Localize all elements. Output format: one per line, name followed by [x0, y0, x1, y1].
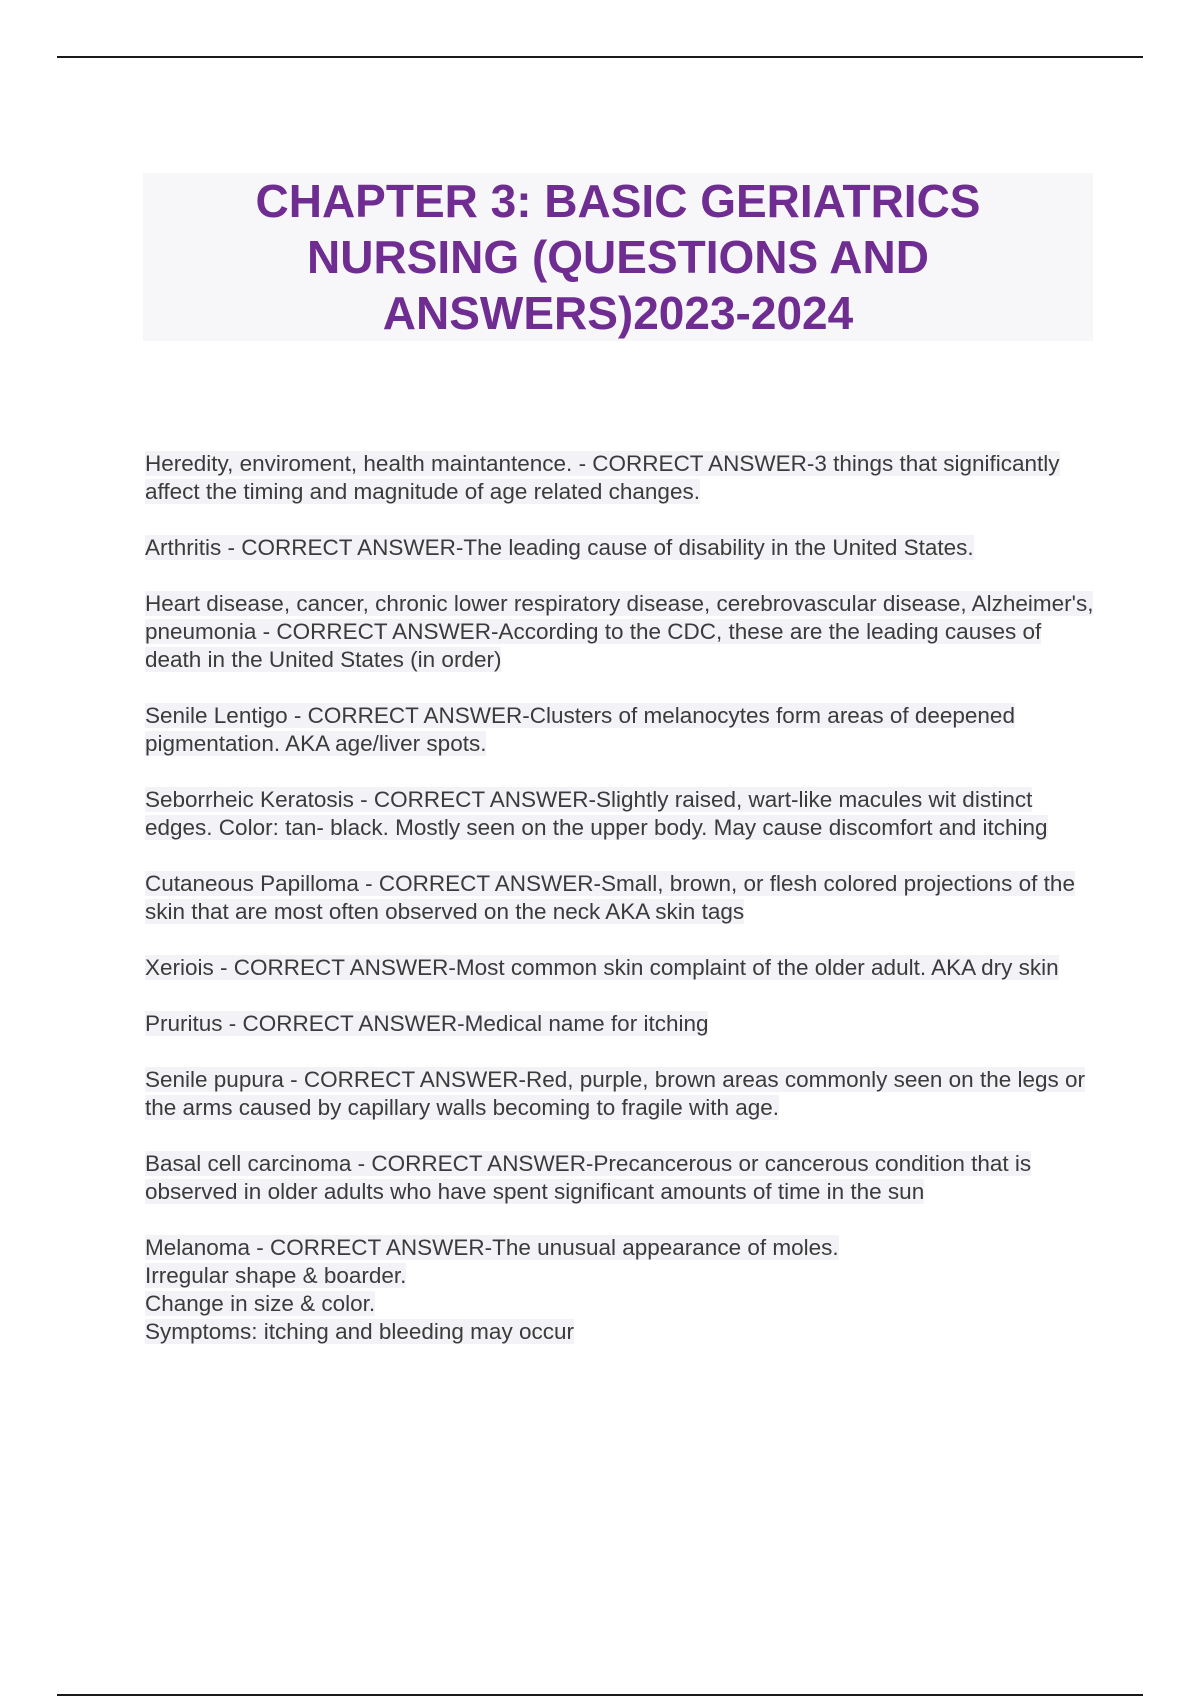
qa-item-text: Senile pupura - CORRECT ANSWER-Red, purple, brown areas commonly seen on the legs or the arms caused by capillary walls becoming to fragile with age.	[145, 1067, 1086, 1120]
qa-item	[145, 590, 1095, 674]
qa-list	[145, 450, 1095, 1374]
melanoma-line: Melanoma - CORRECT ANSWER-The unusual appearance of moles.	[145, 1235, 839, 1260]
title-banner	[143, 173, 1093, 341]
qa-item	[145, 1150, 1095, 1206]
qa-item	[145, 534, 1095, 562]
qa-item	[145, 1066, 1095, 1122]
qa-item-text: Heart disease, cancer, chronic lower respiratory disease, cerebrovascular disease, Alzheimer's, pneumonia - CORRECT ANSWER-According to the CDC, these are the leading causes of death in the United States (in order)	[145, 591, 1094, 672]
qa-item-text: Senile Lentigo - CORRECT ANSWER-Clusters of melanocytes form areas of deepened pigmentation. AKA age/liver spots.	[145, 703, 1015, 756]
melanoma-line: Symptoms: itching and bleeding may occur	[145, 1319, 574, 1344]
melanoma-line: Irregular shape & boarder.	[145, 1263, 407, 1288]
melanoma-line: Change in size & color.	[145, 1291, 376, 1316]
qa-item-text: Seborrheic Keratosis - CORRECT ANSWER-Slightly raised, wart-like macules wit distinct edges. Color: tan- black. Mostly seen on the upper body. May cause discomfort and itching	[145, 787, 1048, 840]
qa-item	[145, 954, 1095, 982]
qa-item-text: Xeriois - CORRECT ANSWER-Most common skin complaint of the older adult. AKA dry skin	[145, 955, 1059, 980]
qa-item	[145, 1010, 1095, 1038]
qa-item	[145, 870, 1095, 926]
top-rule	[57, 56, 1143, 58]
qa-item	[145, 702, 1095, 758]
qa-item-text: Pruritus - CORRECT ANSWER-Medical name for itching	[145, 1011, 709, 1036]
qa-item-text: Basal cell carcinoma - CORRECT ANSWER-Precancerous or cancerous condition that is observed in older adults who have spent significant amounts of time in the sun	[145, 1151, 1032, 1204]
qa-item-text: Heredity, enviroment, health maintantence. - CORRECT ANSWER-3 things that significantly affect the timing and magnitude of age related changes.	[145, 451, 1060, 504]
document-title: CHAPTER 3: BASIC GERIATRICS NURSING (QUESTIONS AND ANSWERS)2023-2024	[255, 175, 981, 339]
bottom-rule	[57, 1694, 1143, 1696]
qa-item-text: Cutaneous Papilloma - CORRECT ANSWER-Small, brown, or flesh colored projections of the skin that are most often observed on the neck AKA skin tags	[145, 871, 1075, 924]
qa-item	[145, 450, 1095, 506]
qa-item	[145, 786, 1095, 842]
qa-item-text: Arthritis - CORRECT ANSWER-The leading cause of disability in the United States.	[145, 535, 974, 560]
qa-item-melanoma	[145, 1234, 1095, 1346]
